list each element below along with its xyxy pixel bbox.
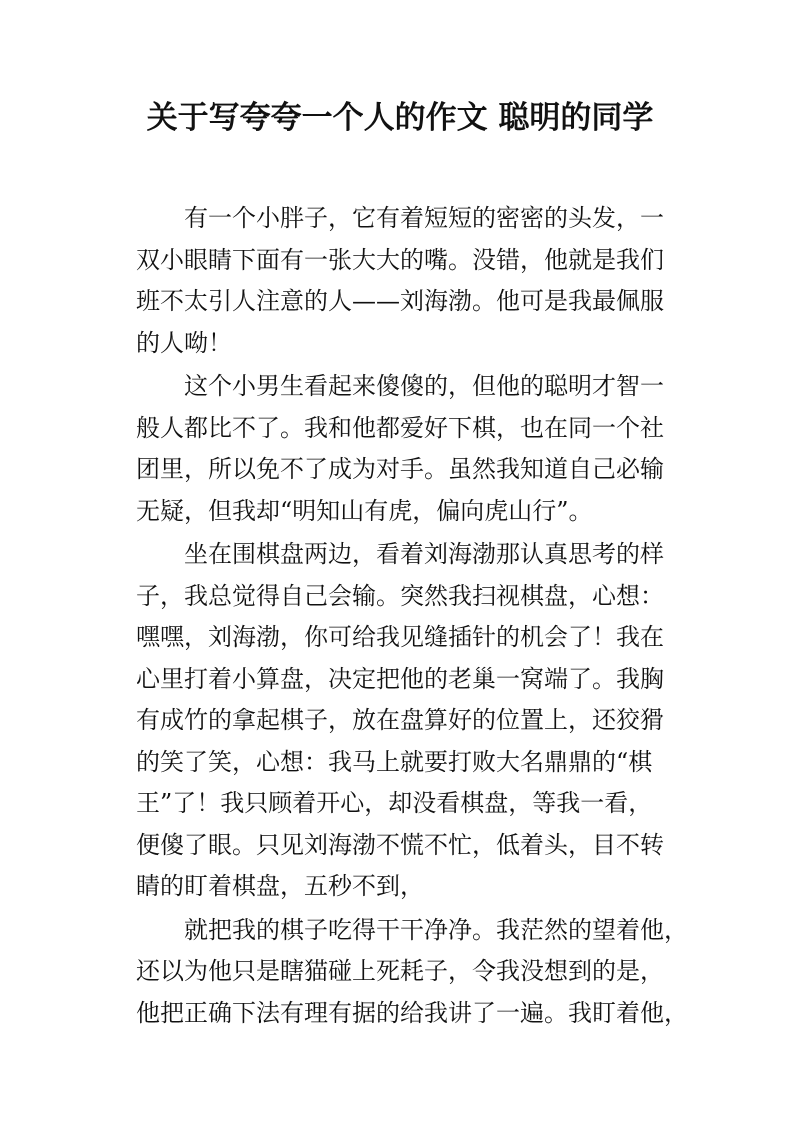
paragraph-2-line-2: 般人都比不了。我和他都爱好下棋，也在同一个社 <box>136 413 664 442</box>
paragraph-1-line-2: 双小眼睛下面有一张大大的嘴。没错，他就是我们 <box>136 245 664 274</box>
paragraph-2-line-1: 这个小男生看起来傻傻的，但他的聪明才智一 <box>184 372 664 400</box>
paragraph-4-line-3: 他把正确下法有理有据的给我讲了一遍。我盯着他， <box>136 998 688 1027</box>
paragraph-2-line-3: 团里，所以免不了成为对手。虽然我知道自己必输 <box>136 455 664 483</box>
paragraph-1-line-3: 班不太引人注意的人——刘海渤。他可是我最佩服 <box>136 287 664 315</box>
paragraph-1-line-4: 的人呦！ <box>136 328 232 357</box>
paragraph-3-line-2: 子，我总觉得自己会输。突然我扫视棋盘，心想： <box>136 581 664 610</box>
paragraph-2-line-4: 无疑，但我却“明知山有虎，偏向虎山行”。 <box>136 496 593 525</box>
paragraph-3-line-9: 睛的盯着棋盘，五秒不到， <box>136 872 424 900</box>
paragraph-3-line-7: 王”了！我只顾着开心，却没看棋盘，等我一看， <box>136 789 653 817</box>
paragraph-1-line-1: 有一个小胖子，它有着短短的密密的头发，一 <box>184 204 664 232</box>
paragraph-3-line-8: 便傻了眼。只见刘海渤不慌不忙，低着头，目不转 <box>136 830 664 859</box>
document-body <box>136 198 688 1034</box>
paragraph-4-line-2: 还以为他只是瞎猫碰上死耗子，令我没想到的是， <box>136 957 664 985</box>
document-title: 关于写夸夸一个人的作文 聪明的同学 <box>146 100 654 136</box>
paragraph-3-line-3: 嘿嘿，刘海渤，你可给我见缝插针的机会了！我在 <box>136 623 664 651</box>
paragraph-4-line-1: 就把我的棋子吃得干干净净。我茫然的望着他， <box>184 915 688 944</box>
paragraph-3-line-5: 有成竹的拿起棋子，放在盘算好的位置上，还狡猾 <box>136 706 664 734</box>
paragraph-3-line-6: 的笑了笑，心想：我马上就要打败大名鼎鼎的“棋 <box>136 747 653 776</box>
paragraph-3-line-1: 坐在围棋盘两边，看着刘海渤那认真思考的样 <box>184 540 664 568</box>
paragraph-3-line-4: 心里打着小算盘，决定把他的老巢一窝端了。我胸 <box>136 664 664 693</box>
